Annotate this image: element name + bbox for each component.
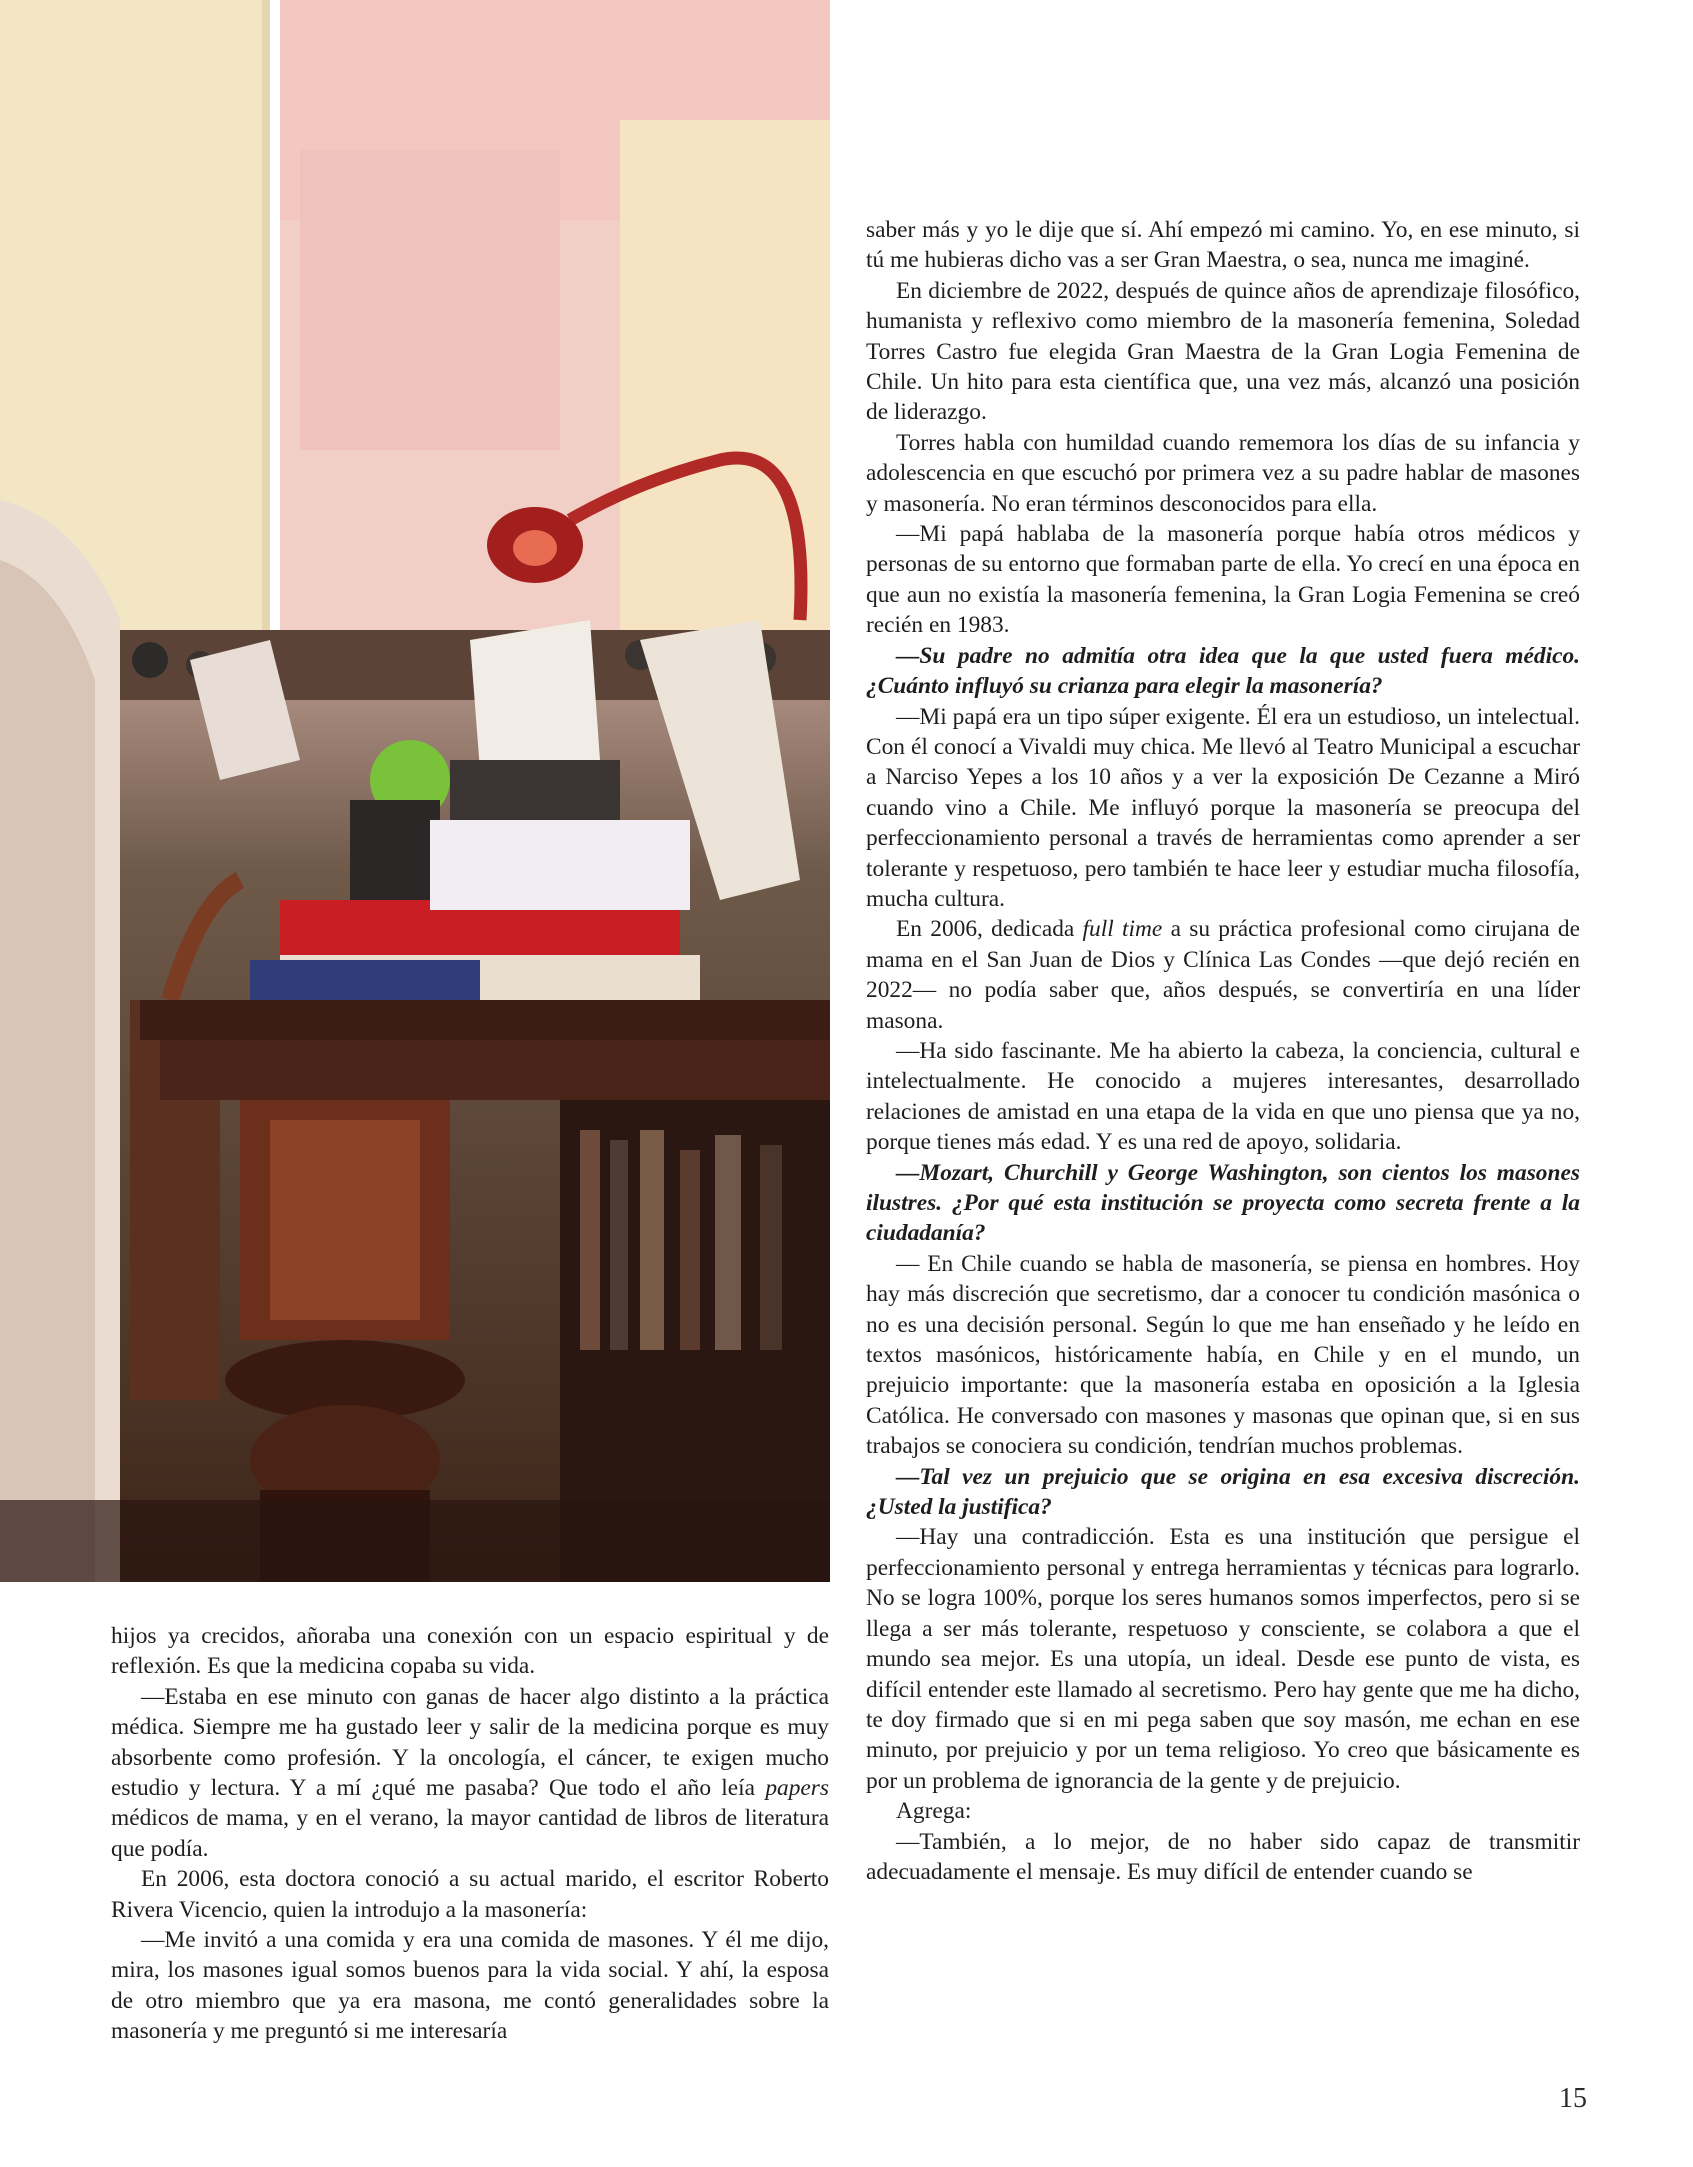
page-number: 15 bbox=[1559, 2083, 1587, 2114]
paragraph bbox=[111, 1682, 829, 1864]
paragraph-text: a su práctica profesional como cirujana de mama en el San Juan de Dios y Clínica Las Condes —que dejó recién en 2022— no podía saber que, años después, se convertiría en una líder masona. bbox=[866, 916, 1580, 1034]
paragraph-text: Agrega: bbox=[896, 1798, 972, 1825]
interview-question bbox=[866, 641, 1580, 702]
paragraph bbox=[111, 1621, 829, 1682]
paragraph bbox=[111, 1925, 829, 2047]
paragraph-text: En 2006, esta doctora conoció a su actual marido, el escritor Roberto Rivera Vicencio, quien la introdujo a la masonería: bbox=[111, 1866, 829, 1923]
article-right-column bbox=[866, 215, 1580, 1887]
paragraph-text: En diciembre de 2022, después de quince años de aprendizaje filosófico, humanista y reflexivo como miembro de la masonería femenina, Soledad Torres Castro fue elegida Gran Maestra de la Gran Logia Femenina de Chile. Un hito para esta científica que, una vez más, alcanzó una posición de liderazgo. bbox=[866, 277, 1580, 426]
paragraph bbox=[866, 215, 1580, 276]
paragraph-text: —Hay una contradicción. Esta es una institución que persigue el perfeccionamiento personal y entrega herramientas y técnicas para lograrlo. No se logra 100%, porque los seres humanos somos imperfectos, pero si se llega a ser más tolerante, respetuoso y consciente, se colabora a que el mundo sea mejor. Es una utopía, un ideal. Desde ese punto de vista, es difícil entender este llamado al secretismo. Pero hay gente que me ha dicho, te doy firmado que si en mi pega saben que soy masón, me echan en ese minuto, por prejuicio y por un tema religioso. Yo creo que básicamente es por un problema de ignorancia de la gente y de prejuicio. bbox=[866, 1524, 1580, 1794]
emphasis-text: papers bbox=[765, 1775, 829, 1802]
paragraph-text: hijos ya crecidos, añoraba una conexión con un espacio espiritual y de reflexión. Es que la medicina copaba su vida. bbox=[111, 1623, 829, 1680]
emphasis-text: full time bbox=[1082, 916, 1163, 943]
paragraph-text: —Tal vez un prejuicio que se origina en esa excesiva discreción. ¿Usted la justifica? bbox=[866, 1463, 1580, 1521]
paragraph bbox=[866, 276, 1580, 428]
paragraph-text: —También, a lo mejor, de no haber sido capaz de transmitir adecuadamente el mensaje. Es muy difícil de entender cuando se bbox=[866, 1828, 1580, 1885]
paragraph bbox=[866, 702, 1580, 915]
paragraph bbox=[866, 1522, 1580, 1796]
paragraph-text: saber más y yo le dije que sí. Ahí empezó mi camino. Yo, en ese minuto, si tú me hubieras dicho vas a ser Gran Maestra, o sea, nunca me imaginé. bbox=[866, 217, 1580, 274]
paragraph-text: —Mi papá era un tipo súper exigente. Él era un estudioso, un intelectual. Con él conocí a Vivaldi muy chica. Me llevó al Teatro Municipal a escuchar a Narciso Yepes a los 10 años y a ver la exposición De Cezanne a Miró cuando vino a Chile. Me influyó porque la masonería se preocupa del perfeccionamiento personal a través de herramientas como aprender a ser tolerante y respetuoso, pero también te hace leer y estudiar mucha filosofía, mucha cultura. bbox=[866, 703, 1580, 912]
paragraph-text: — En Chile cuando se habla de masonería, se piensa en hombres. Hoy hay más discreción que secretismo, dar a conocer tu condición masónica o no es una decisión personal. Según lo que me han enseñado y he leído en textos masónicos, históricamente había, en Chile y en el mundo, un prejuicio importante: que la masonería estaba en oposición a la Iglesia Católica. He conversado con masones y masonas que opinan que, si en sus trabajos se conociera su condición, tendrían muchos problemas. bbox=[866, 1250, 1580, 1460]
interview-question bbox=[866, 1158, 1580, 1249]
paragraph bbox=[866, 1827, 1580, 1888]
interview-question bbox=[866, 1462, 1580, 1523]
paragraph bbox=[866, 1796, 1580, 1826]
paragraph-text: —Estaba en ese minuto con ganas de hacer algo distinto a la práctica médica. Siempre me ha gustado leer y salir de la medicina porque es muy absorbente como profesión. Y la oncología, el cáncer, te exigen mucho estudio y lectura. Y a mí ¿qué me pasaba? Que todo el año leía bbox=[111, 1683, 829, 1802]
paragraph bbox=[866, 1249, 1580, 1462]
paragraph-text: —Me invitó a una comida y era una comida de masones. Y él me dijo, mira, los masones igual somos buenos para la vida social. Y ahí, la esposa de otro miembro que ya era masona, me contó generalidades sobre la masonería y me preguntó si me interesaría bbox=[111, 1927, 829, 2045]
paragraph bbox=[866, 519, 1580, 641]
paragraph bbox=[866, 428, 1580, 519]
paragraph-text: médicos de mama, y en el verano, la mayor cantidad de libros de literatura que podía. bbox=[111, 1805, 829, 1862]
paragraph-text: —Mi papá hablaba de la masonería porque había otros médicos y personas de su entorno que formaban parte de ella. Yo crecí en una época en que aun no existía la masonería femenina, la Gran Logia Femenina se creó recién en 1983. bbox=[866, 521, 1580, 639]
article-photo bbox=[0, 0, 830, 1582]
paragraph bbox=[111, 1864, 829, 1925]
paragraph-text: En 2006, dedicada bbox=[896, 916, 1083, 943]
paragraph-text: Torres habla con humildad cuando rememora los días de su infancia y adolescencia en que escuchó por primera vez a su padre hablar de masones y masonería. No eran términos desconocidos para ella. bbox=[866, 429, 1580, 517]
paragraph-text: —Mozart, Churchill y George Washington, son cientos los masones ilustres. ¿Por qué esta institución se proyecta como secreta frente a la ciudadanía? bbox=[866, 1159, 1580, 1247]
paragraph-text: —Su padre no admitía otra idea que la que usted fuera médico. ¿Cuánto influyó su crianza para elegir la masonería? bbox=[866, 642, 1580, 700]
paragraph bbox=[866, 914, 1580, 1036]
paragraph-text: —Ha sido fascinante. Me ha abierto la cabeza, la conciencia, cultural e intelectualmente. He conocido a mujeres interesantes, desarrollado relaciones de amistad en una etapa de la vida en que uno piensa que ya no, porque tienes más edad. Y es una red de apoyo, solidaria. bbox=[866, 1037, 1580, 1156]
paragraph bbox=[866, 1036, 1580, 1158]
article-left-column bbox=[111, 1621, 829, 2047]
photo-desk-books-lamp-icon bbox=[0, 0, 830, 1582]
